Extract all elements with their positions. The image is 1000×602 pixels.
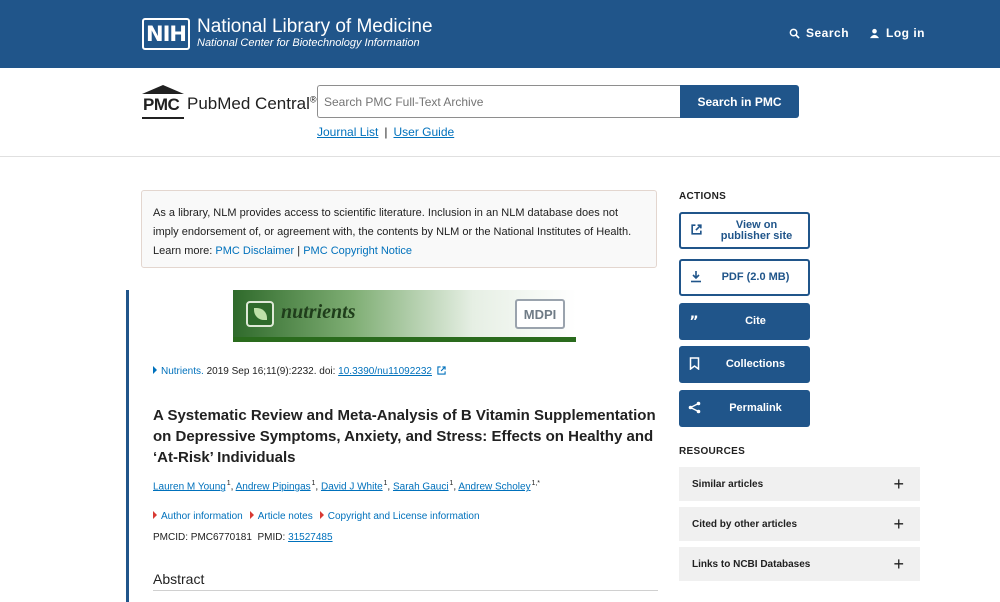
actions-heading: ACTIONS <box>679 191 727 202</box>
author-link[interactable]: Andrew Pipingas <box>235 481 311 493</box>
resources-heading: RESOURCES <box>679 446 746 457</box>
mdpi-logo: MDPI <box>515 299 565 329</box>
permalink-label: Permalink <box>729 402 782 414</box>
author-link[interactable]: Andrew Scholey <box>458 481 531 493</box>
collections-label: Collections <box>725 358 786 370</box>
plus-icon: + <box>893 513 904 534</box>
link-separator: | <box>384 125 388 139</box>
quote-icon: ” <box>689 313 699 330</box>
view-publisher-button[interactable] <box>679 212 810 249</box>
download-icon <box>681 270 711 286</box>
journal-banner[interactable] <box>233 290 576 342</box>
pmc-search-bar <box>0 68 1000 157</box>
pmc-name-text: PubMed Central <box>187 94 310 113</box>
article-info-links <box>153 511 480 522</box>
nlm-disclaimer <box>141 190 657 268</box>
expand-triangle-icon <box>320 511 324 519</box>
author-link[interactable]: David J White <box>320 481 383 493</box>
pmc-links <box>317 125 454 139</box>
author-link[interactable]: Sarah Gauci <box>392 481 449 493</box>
external-link-icon <box>437 366 446 375</box>
header-search-button[interactable] <box>789 26 849 40</box>
cited-by-toggle[interactable] <box>679 507 920 541</box>
similar-articles-toggle[interactable] <box>679 467 920 501</box>
doi-link[interactable]: 10.3390/nu11092232 <box>338 366 432 377</box>
disclaimer-separator: | <box>297 245 301 257</box>
nih-logo[interactable] <box>142 17 433 50</box>
bookmark-icon <box>679 357 709 373</box>
article-title: A Systematic Review and Meta-Analysis of B Vitamin Supplementation on Depressive Symptoms, Anxiety, and Stress: Effects on Healthy and ‘At-Risk’ Individuals <box>153 407 656 466</box>
nih-header <box>0 0 1000 68</box>
journal-list-link[interactable]: Journal List <box>317 125 379 139</box>
share-icon <box>679 401 709 417</box>
user-icon <box>869 28 880 39</box>
nlm-title: National Library of Medicine <box>197 16 433 37</box>
author-affiliation: 1 <box>383 480 388 487</box>
author-information-toggle[interactable]: Author information <box>153 511 243 522</box>
pmc-name <box>187 94 316 114</box>
author-separator: , <box>453 481 459 493</box>
nlm-subtitle: National Center for Biotechnology Information <box>197 37 420 49</box>
article-notes-toggle[interactable]: Article notes <box>250 511 313 522</box>
author-affiliation: 1 <box>226 480 231 487</box>
permalink-button[interactable] <box>679 390 810 427</box>
external-link-icon <box>681 223 711 239</box>
expand-triangle-icon <box>153 511 157 519</box>
user-guide-link[interactable]: User Guide <box>393 125 455 139</box>
journal-banner-name: nutrients <box>281 301 356 323</box>
pdf-download-label: PDF (2.0 MB) <box>721 271 790 283</box>
search-icon <box>789 28 800 39</box>
pdf-download-button[interactable] <box>679 259 810 296</box>
journal-link[interactable]: Nutrients. <box>161 366 204 377</box>
header-search-label: Search <box>806 26 850 40</box>
cite-label: Cite <box>745 315 766 327</box>
author-separator: , <box>387 481 393 493</box>
header-login-button[interactable] <box>869 26 925 40</box>
disclaimer-text: As a library, NLM provides access to scientific literature. Inclusion in an NLM database does not imply endorsement of, or agreement with, the contents by NLM or the National Institutes of Health. <box>153 207 632 238</box>
pmc-search-input[interactable] <box>317 85 680 118</box>
nih-logo-mark: NIH <box>142 18 190 50</box>
cited-by-label: Cited by other articles <box>692 518 798 530</box>
ncbi-links-label: Links to NCBI Databases <box>692 558 811 570</box>
article-accent-line <box>126 290 129 602</box>
author-list <box>153 480 540 492</box>
ncbi-links-toggle[interactable] <box>679 547 920 581</box>
plus-icon: + <box>893 473 904 494</box>
author-affiliation: 1 <box>311 480 316 487</box>
view-publisher-label: View on publisher site <box>720 218 793 242</box>
author-link[interactable]: Lauren M Young <box>153 481 226 493</box>
author-separator: , <box>315 481 321 493</box>
citation-details: 2019 Sep 16;11(9):2232. doi: <box>203 366 339 377</box>
nlm-text <box>197 17 433 50</box>
expand-triangle-icon <box>250 511 254 519</box>
cite-button[interactable] <box>679 303 810 340</box>
nutrients-logo-icon <box>246 301 274 327</box>
plus-icon: + <box>893 553 904 574</box>
registered-mark: ® <box>309 94 317 105</box>
similar-articles-label: Similar articles <box>692 478 764 490</box>
pmc-copyright-link[interactable]: PMC Copyright Notice <box>303 245 413 257</box>
pmc-logo-mark <box>142 85 184 117</box>
citation-line <box>153 366 446 377</box>
learn-more-label: Learn more: <box>153 245 213 257</box>
abstract-heading: Abstract <box>153 571 658 591</box>
pmc-disclaimer-link[interactable]: PMC Disclaimer <box>215 245 295 257</box>
author-separator: , <box>230 481 236 493</box>
pmc-logo-text: PMC <box>143 95 180 114</box>
author-affiliation: 1 <box>449 480 454 487</box>
pmc-logo[interactable] <box>142 85 316 117</box>
collections-button[interactable] <box>679 346 810 383</box>
expand-triangle-icon <box>153 366 157 374</box>
pmc-search-button[interactable]: Search in PMC <box>680 85 799 118</box>
pmid-label: PMID: <box>257 532 286 543</box>
pmid-link[interactable]: 31527485 <box>288 532 333 543</box>
author-affiliation: 1,* <box>531 480 540 487</box>
copyright-info-toggle[interactable]: Copyright and License information <box>320 511 480 522</box>
pmcid: PMCID: PMC6770181 <box>153 532 252 543</box>
header-login-label: Log in <box>886 26 925 40</box>
article-ids <box>153 532 333 543</box>
